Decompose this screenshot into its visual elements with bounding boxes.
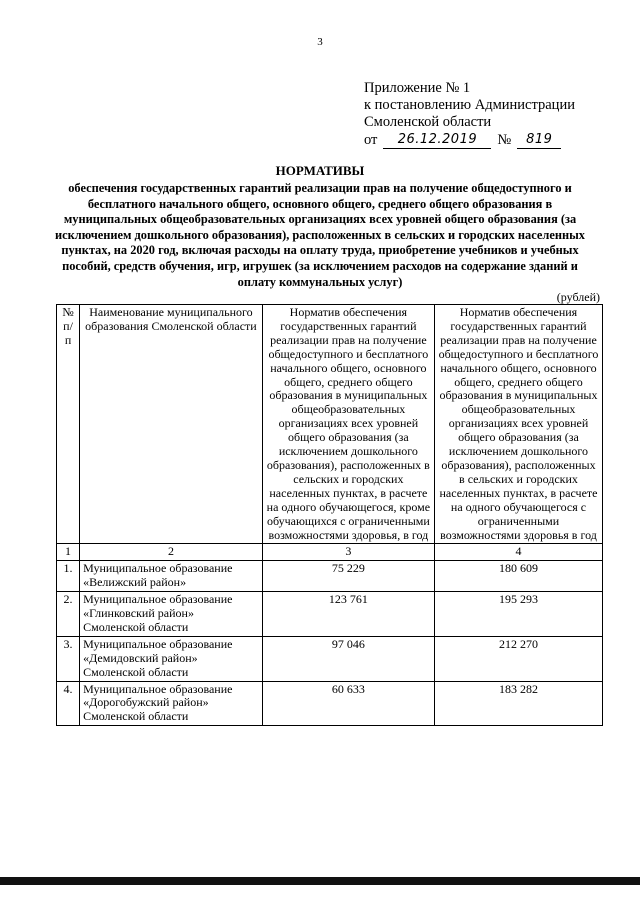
handwritten-number: 819 — [517, 131, 561, 149]
table-row — [57, 561, 603, 592]
appendix-block — [364, 80, 624, 149]
number-label: № — [497, 132, 512, 148]
norm-general-value: 123 761 — [262, 592, 434, 637]
row-number: 3. — [57, 636, 80, 681]
appendix-reference: к постановлению Администрации — [364, 97, 575, 113]
header-municipality: Наименование муниципального образования Смоленской области — [80, 305, 263, 544]
norm-disabilities-value: 183 282 — [434, 681, 602, 726]
row-number: 2. — [57, 592, 80, 637]
norm-general-value: 97 046 — [262, 636, 434, 681]
norm-general-value: 60 633 — [262, 681, 434, 726]
page-number: 3 — [317, 36, 323, 48]
table-row — [57, 681, 603, 726]
column-index-row — [57, 544, 603, 561]
row-number: 4. — [57, 681, 80, 726]
scan-edge-bar — [0, 877, 640, 885]
from-label: от — [364, 132, 378, 148]
column-index: 1 — [57, 544, 80, 561]
header-norm-disabilities: Норматив обеспечения государственных гарантий реализации прав на получение общедоступного и бесплатного начального общего, основного общего, среднего общего образования в муниципальных общеобразовательных организациях всех уровней общего образования (за исключением дошкольного образования), расположенных в сельских и городских населенных пунктах, в расчете на одного обучающегося с ограниченными возможностями здоровья в год — [434, 305, 602, 544]
norm-disabilities-value: 180 609 — [434, 561, 602, 592]
column-index: 4 — [434, 544, 602, 561]
row-number: 1. — [57, 561, 80, 592]
units-note: (рублей) — [556, 290, 600, 304]
appendix-date-row — [364, 131, 624, 149]
header-number: № п/п — [57, 305, 80, 544]
handwritten-date: 26.12.2019 — [383, 131, 491, 149]
table-header-row — [57, 305, 603, 544]
table-row — [57, 636, 603, 681]
norm-disabilities-value: 195 293 — [434, 592, 602, 637]
municipality-name: Муниципальное образование «Дорогобужский район» Смоленской области — [80, 681, 263, 726]
column-index: 2 — [80, 544, 263, 561]
municipality-name: Муниципальное образование «Демидовский район» Смоленской области — [80, 636, 263, 681]
norms-table — [56, 304, 603, 726]
header-norm-general: Норматив обеспечения государственных гарантий реализации прав на получение общедоступного и бесплатного начального общего, основного общего, среднего общего образования в муниципальных общеобразовательных организациях всех уровней общего образования (за исключением дошкольного образования), расположенных в сельских и городских населенных пунктах, в расчете на одного обучающегося, кроме обучающихся с ограниченными возможностями здоровья, в год — [262, 305, 434, 544]
norm-disabilities-value: 212 270 — [434, 636, 602, 681]
norm-general-value: 75 229 — [262, 561, 434, 592]
column-index: 3 — [262, 544, 434, 561]
municipality-name: Муниципальное образование «Глинковский район» Смоленской области — [80, 592, 263, 637]
appendix-region: Смоленской области — [364, 114, 492, 130]
municipality-name: Муниципальное образование «Велижский район» — [80, 561, 263, 592]
document-subtitle: обеспечения государственных гарантий реализации прав на получение общедоступного и бесплатного начального общего, основного общего, среднего общего образования в муниципальных общеобразовательных организациях всех уровней общего образования (за исключением дошкольного образования), расположенных в сельских и городских населенных пунктах, на 2020 год, включая расходы на оплату труда, приобретение учебников и учебных пособий, средств обучения, игр, игрушек (за исключением расходов на содержание зданий и оплату коммунальных услуг) — [55, 181, 585, 289]
appendix-title: Приложение № 1 — [364, 80, 471, 96]
document-title: НОРМАТИВЫ — [275, 163, 365, 178]
table-row — [57, 592, 603, 637]
